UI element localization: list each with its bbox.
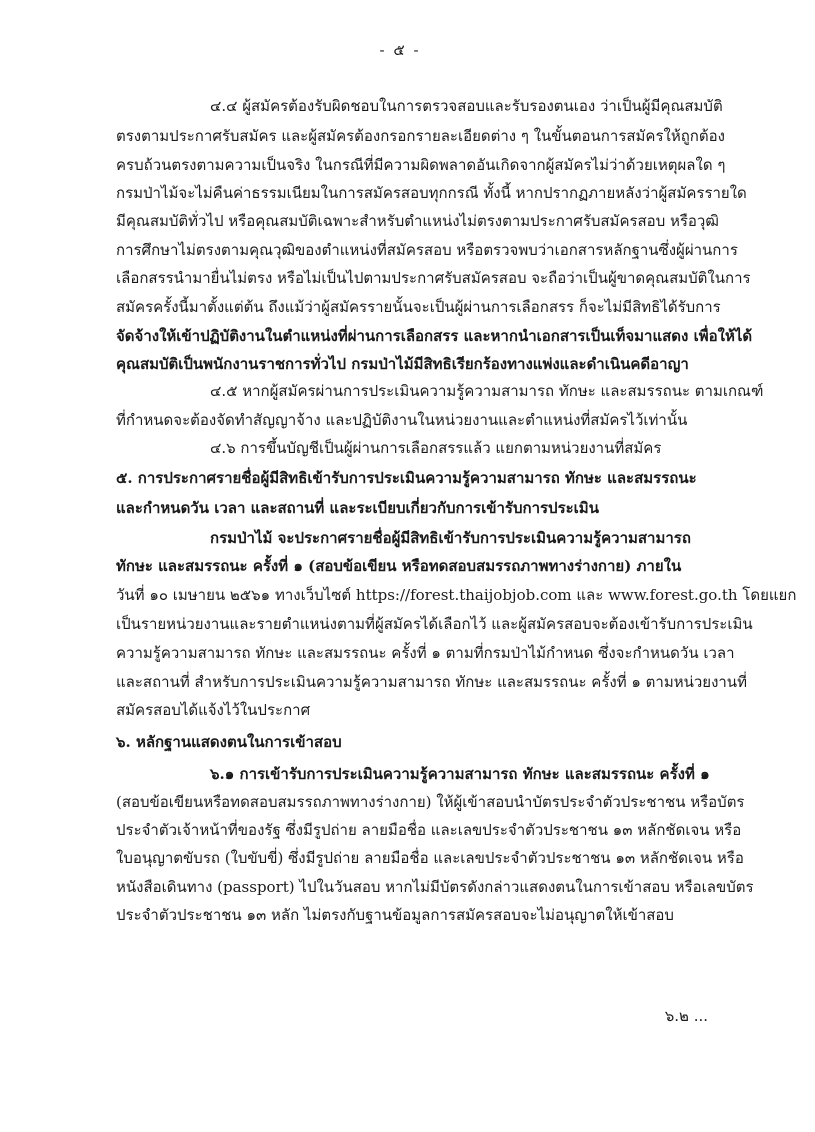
text-line: ๔.๕ หากผู้สมัครผ่านการประเมินความรู้ความสามารถ ทักษะ และสมรรถนะ ตามเกณฑ์ [210,382,764,400]
text-line: ๕. การประกาศรายชื่อผู้มีสิทธิเข้ารับการประเมินความรู้ความสามารถ ทักษะ และสมรรถนะ [116,469,697,487]
text-line: การศึกษาไม่ตรงตามคุณวุฒิของตำแหน่งที่สมัครสอบ หรือตรวจพบว่าเอกสารหลักฐานซึ่งผู้ผ่านการ [116,241,738,259]
text-line: กรมป่าไม้จะไม่คืนค่าธรรมเนียมในการสมัครสอบทุกกรณี ทั้งนี้ หากปรากฏภายหลังว่าผู้สมัครรายใด [116,184,747,202]
text-line: ๖.๑ การเข้ารับการประเมินความรู้ความสามารถ ทักษะ และสมรรถนะ ครั้งที่ ๑ [210,765,710,783]
text-line: กรมป่าไม้ จะประกาศรายชื่อผู้มีสิทธิเข้ารับการประเมินความรู้ความสามารถ [210,529,691,547]
text-line: ตรงตามประกาศรับสมัคร และผู้สมัครต้องกรอกรายละเอียดต่าง ๆ ในขั้นตอนการสมัครให้ถูกต้อง [116,127,725,145]
text-line: ๔.๖ การขึ้นบัญชีเป็นผู้ผ่านการเลือกสรรแล้ว แยกตามหน่วยงานที่สมัคร [210,439,662,457]
text-line: จัดจ้างให้เข้าปฏิบัติงานในตำแหน่งที่ผ่านการเลือกสรร และหากนำเอกสารเป็นเท็จมาแสดง เพื่อให้ได้ [116,327,753,345]
page-number: - ๕ - [379,41,421,59]
text-line: เลือกสรรนำมายื่นไม่ตรง หรือไม่เป็นไปตามประกาศรับสมัครสอบ จะถือว่าเป็นผู้ขาดคุณสมบัติในการ [116,269,751,287]
text-line: ประจำตัวเจ้าหน้าที่ของรัฐ ซึ่งมีรูปถ่าย ลายมือชื่อ และเลขประจำตัวประชาชน ๑๓ หลักชัดเจน หรือ [116,821,742,839]
text-line: ๖. หลักฐานแสดงตนในการเข้าสอบ [116,733,342,751]
text-line: ๔.๔ ผู้สมัครต้องรับผิดชอบในการตรวจสอบและรับรองตนเอง ว่าเป็นผู้มีคุณสมบัติ [210,97,723,115]
text-line: ความรู้ความสามารถ ทักษะ และสมรรถนะ ครั้งที่ ๑ ตามที่กรมป่าไม้กำหนด ซึ่งจะกำหนดวัน เวลา [116,644,735,662]
text-line: ที่กำหนดจะต้องจัดทำสัญญาจ้าง และปฏิบัติงานในหน่วยงานและตำแหน่งที่สมัครไว้เท่านั้น [116,411,688,429]
text-line: และกำหนดวัน เวลา และสถานที่ และระเบียบเกี่ยวกับการเข้ารับการประเมิน [116,499,599,517]
text-line: เป็นรายหน่วยงานและรายตำแหน่งตามที่ผู้สมัครได้เลือกไว้ และผู้สมัครสอบจะต้องเข้ารับการประเมิน [116,615,753,633]
text-line: ครบถ้วนตรงตามความเป็นจริง ในกรณีที่มีความผิดพลาดอันเกิดจากผู้สมัครไม่ว่าด้วยเหตุผลใด ๆ [116,156,726,174]
text-line: ใบอนุญาตขับรถ (ใบขับขี่) ซึ่งมีรูปถ่าย ลายมือชื่อ และเลขประจำตัวประชาชน ๑๓ หลักชัดเจน หรือ [116,849,744,867]
page-continuation: ๖.๒ ... [664,1007,708,1025]
text-line: หนังสือเดินทาง (passport) ไปในวันสอบ หากไม่มีบัตรดังกล่าวแสดงตนในการเข้าสอบ หรือเลขบัตร [116,878,754,896]
text-line: มีคุณสมบัติทั่วไป หรือคุณสมบัติเฉพาะสำหรับตำแหน่งไม่ตรงตามประกาศรับสมัครสอบ หรือวุฒิ [116,212,719,230]
text-line: วันที่ ๑๐ เมษายน ๒๕๖๑ ทางเว็บไซต์ https://forest.thaijobjob.com และ www.forest.go.th โดยแยก [116,586,797,604]
text-line: ทักษะ และสมรรถนะ ครั้งที่ ๑ (สอบข้อเขียน หรือทดสอบสมรรถภาพทางร่างกาย) ภายใน [116,557,682,575]
text-line: และสถานที่ สำหรับการประเมินความรู้ความสามารถ ทักษะ และสมรรถนะ ครั้งที่ ๑ ตามหน่วยงานที่ [116,673,747,691]
text-line: ประจำตัวประชาชน ๑๓ หลัก ไม่ตรงกับฐานข้อมูลการสมัครสอบจะไม่อนุญาตให้เข้าสอบ [116,906,674,924]
text-line: (สอบข้อเขียนหรือทดสอบสมรรถภาพทางร่างกาย) ให้ผู้เข้าสอบนำบัตรประจำตัวประชาชน หรือบัตร [116,793,745,811]
text-line: คุณสมบัติเป็นพนักงานราชการทั่วไป กรมป่าไม้มีสิทธิเรียกร้องทางแพ่งและดำเนินคดีอาญา [116,355,689,373]
text-line: สมัครสอบได้แจ้งไว้ในประกาศ [116,701,311,719]
text-line: สมัครครั้งนี้มาตั้งแต่ต้น ถึงแม้ว่าผู้สมัครรายนั้นจะเป็นผู้ผ่านการเลือกสรร ก็จะไม่มีสิทธิได้รับการ [116,298,721,316]
